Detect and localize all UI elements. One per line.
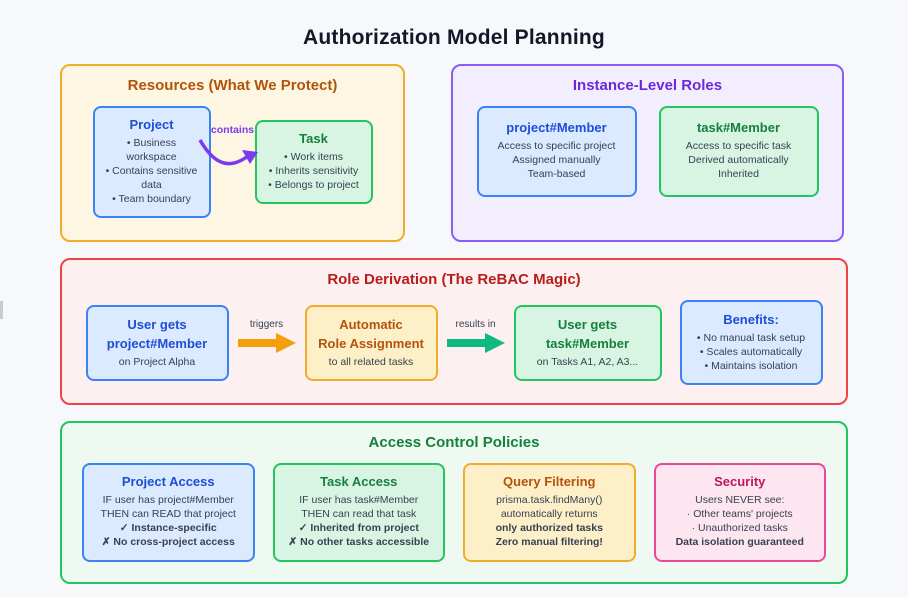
card-line: Inherited <box>718 168 759 180</box>
card-project-member-title: project#Member <box>506 120 607 135</box>
card-line: Team-based <box>527 168 586 180</box>
card-task-member[interactable] <box>659 106 819 197</box>
card-line: on Project Alpha <box>118 355 196 368</box>
arrow-results-in <box>438 318 514 363</box>
card-benefits-list <box>688 331 815 373</box>
list-item: • Maintains isolation <box>704 360 798 372</box>
card-line: Users NEVER see: <box>695 494 785 506</box>
card-benefits[interactable] <box>680 300 823 385</box>
card-project-access-title: Project Access <box>121 474 215 489</box>
card-project-member[interactable] <box>477 106 637 197</box>
arrow-triggers <box>229 318 305 363</box>
card-line: Assigned manually <box>512 154 601 166</box>
card-line: IF user has task#Member <box>299 494 419 506</box>
card-line: to all related tasks <box>328 355 414 368</box>
arrow-results-in-label: results in <box>455 318 496 330</box>
panel-derivation-title: Role Derivation (The ReBAC Magic) <box>327 271 581 288</box>
arrow-right-green-icon <box>445 332 507 354</box>
card-line: IF user has project#Member <box>102 494 234 506</box>
arrow-triggers-label: triggers <box>249 318 284 330</box>
card-task-access[interactable] <box>273 463 446 562</box>
left-edge-marker <box>0 301 3 319</box>
card-user-gets-project-member[interactable] <box>86 305 229 381</box>
card-query-filtering-title: Query Filtering <box>503 474 596 489</box>
list-item: • Contains sensitive data <box>105 165 198 191</box>
card-benefits-title: Benefits: <box>723 312 779 327</box>
list-item: • Inherits sensitivity <box>268 165 359 177</box>
list-item: • Work items <box>284 151 343 163</box>
card-task[interactable] <box>255 120 373 204</box>
card-line: Access to specific project <box>497 140 616 152</box>
panel-resources-body <box>62 104 403 240</box>
card-line-emphasis: Zero manual filtering! <box>495 536 603 548</box>
panel-access-control-policies <box>60 421 848 584</box>
card-task-member-title: task#Member <box>696 120 781 135</box>
panel-instance-level-roles <box>451 64 844 242</box>
derivation-row <box>0 258 908 405</box>
card-task-list <box>265 150 363 192</box>
card-title-line2: project#Member <box>106 335 208 351</box>
list-item: • Team boundary <box>112 193 191 205</box>
list-item: • No manual task setup <box>696 332 806 344</box>
policies-row <box>0 421 908 584</box>
card-task-title: Task <box>299 131 328 146</box>
arrow-right-orange-icon <box>236 332 298 354</box>
card-line-negative: ✗ No other tasks accessible <box>288 536 430 548</box>
card-project-access[interactable] <box>82 463 255 562</box>
panel-instance-title: Instance-Level Roles <box>572 77 723 94</box>
card-title-line1: Automatic <box>339 316 403 332</box>
panel-resources-title: Resources (What We Protect) <box>127 77 338 94</box>
panel-derivation-body <box>62 298 846 403</box>
card-automatic-role-assignment[interactable] <box>305 305 438 381</box>
panel-policies-title: Access Control Policies <box>368 434 540 451</box>
card-title-line2: Role Assignment <box>318 335 424 351</box>
card-line-emphasis: Data isolation guaranteed <box>675 536 804 548</box>
card-line: Access to specific task <box>685 140 792 152</box>
list-item: • Business workspace <box>126 137 177 163</box>
card-title-line1: User gets <box>127 316 187 332</box>
card-security-title: Security <box>714 474 766 489</box>
card-task-access-title: Task Access <box>320 474 398 489</box>
card-project-list <box>103 136 201 206</box>
panel-role-derivation <box>60 258 848 405</box>
contains-arrow-icon <box>198 134 268 176</box>
card-line-negative: ✗ No cross-project access <box>101 536 235 548</box>
card-project-title: Project <box>129 117 174 132</box>
card-line-positive: ✓ Inherited from project <box>298 522 419 534</box>
card-line: THEN can READ that project <box>100 508 236 520</box>
panel-instance-body <box>453 104 842 219</box>
panel-resources <box>60 64 405 242</box>
card-project[interactable] <box>93 106 211 218</box>
card-line-negative: · Unauthorized tasks <box>691 522 788 534</box>
panel-policies-body <box>62 461 846 582</box>
page-title: Authorization Model Planning <box>303 26 605 49</box>
card-line: on Tasks A1, A2, A3... <box>536 355 639 368</box>
card-security[interactable] <box>654 463 827 562</box>
list-item: • Scales automatically <box>699 346 803 358</box>
card-line-negative: · Other teams' projects <box>686 508 793 520</box>
card-line-positive: ✓ Instance-specific <box>119 522 217 534</box>
card-line-emphasis: only authorized tasks <box>495 522 603 534</box>
card-query-filtering[interactable] <box>463 463 636 562</box>
card-line: automatically returns <box>500 508 598 520</box>
card-line: prisma.task.findMany() <box>496 494 603 506</box>
card-line: Derived automatically <box>688 154 789 166</box>
card-title-line1: User gets <box>557 316 618 332</box>
list-item: • Belongs to project <box>268 179 359 191</box>
card-user-gets-task-member[interactable] <box>514 305 662 381</box>
card-line: THEN can read that task <box>301 508 417 520</box>
top-row <box>0 64 908 242</box>
card-title-line2: task#Member <box>545 335 630 351</box>
contains-edge-label: contains <box>210 124 255 136</box>
